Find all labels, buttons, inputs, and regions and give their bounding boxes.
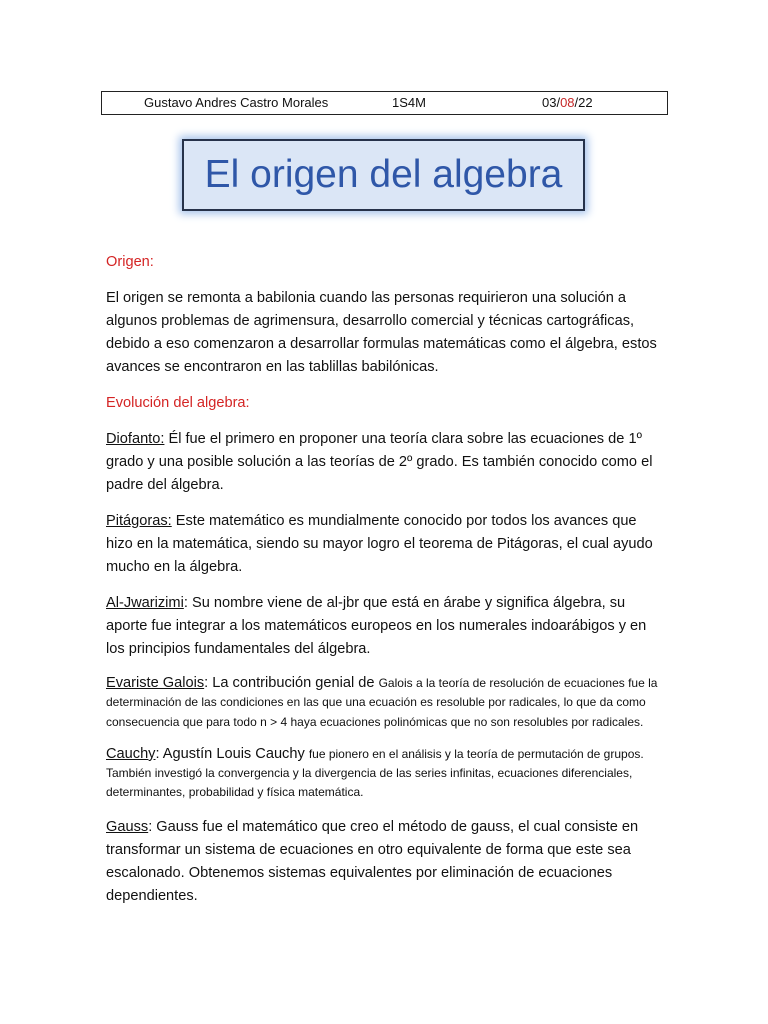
jwarizimi-term: Al-Jwarizimi [106,595,184,611]
jwarizimi-paragraph [106,592,666,661]
pitagoras-term: Pitágoras: [106,513,172,529]
origen-heading: Origen: [106,254,154,270]
cauchy-text: fue pionero en el análisis y la teoría de permutación de grupos. También investigó la convergencia y la divergencia de las series infinitas, ecuaciones diferenciales, determinantes, probabilidad y física matemática. [106,746,644,800]
gauss-term: Gauss [106,818,149,835]
pitagoras-text: Este matemático es mundialmente conocido por todos los avances que hizo en la matemática, siendo su mayor logro el teorema de Pitágoras, el cual ayudo mucho en la álgebra. [106,513,653,575]
date [542,92,593,114]
document-body [106,251,666,921]
student-name: Gustavo Andres Castro Morales [144,95,329,110]
cauchy-colon: : [155,745,160,762]
title-box [182,139,585,211]
date-year: 22 [578,95,593,110]
gauss-text: Gauss fue el matemático que creo el método de gauss, el cual consiste en transformar un sistema de ecuaciones en otro equivalente de forma que este sea escalonado. Obtenemos sistemas equivalentes por eliminación de ecuaciones dependientes. [106,818,639,904]
page-title: El origen del algebra [204,153,563,196]
jwarizimi-colon: : [183,595,188,611]
cauchy-lead: Agustín Louis Cauchy [159,745,309,762]
date-day: 03/ [542,95,561,110]
galois-colon: : [204,675,209,691]
date-separator: / [574,95,579,110]
diofanto-text: Él fue el primero en proponer una teoría clara sobre las ecuaciones de 1º grado y una posible solución a las teorías de 2º grado. Es también conocido como el padre del álgebra. [106,431,653,493]
group-code: 1S4M [392,95,426,110]
pitagoras-paragraph [106,510,666,579]
evolucion-heading: Evolución del algebra: [106,395,250,411]
jwarizimi-text: Su nombre viene de al-jbr que está en árabe y significa álgebra, su aporte fue integrar a los matemáticos europeos en los numerales indoarábigos y en los principios fundamentales del álgebra. [106,595,647,657]
diofanto-term: Diofanto: [106,431,165,447]
galois-text: Galois a la teoría de resolución de ecuaciones fue la determinación de las condiciones en las que una ecuación es resoluble por radicales, lo que da como consecuencia que para todo n > 4 haya ecuaciones polinómicas que no son resolubles por radicales. [106,676,658,729]
galois-lead: La contribución genial de [208,675,379,691]
galois-term: Evariste Galois [106,675,205,691]
gauss-paragraph [106,816,666,908]
diofanto-paragraph [106,428,666,497]
date-month: 08 [560,95,575,110]
cauchy-paragraph [106,745,666,803]
header-info-box [101,91,668,115]
cauchy-term: Cauchy [106,745,156,762]
gauss-colon: : [148,818,153,835]
galois-paragraph [106,674,666,732]
origen-paragraph: El origen se remonta a babilonia cuando las personas requirieron una solución a algunos problemas de agrimensura, desarrollo comercial y técnicas cartográficas, debido a eso comenzaron a desarrollar formulas matemáticas como el álgebra, estos avances se encontraron en las tablillas babilónicas. [106,290,657,375]
